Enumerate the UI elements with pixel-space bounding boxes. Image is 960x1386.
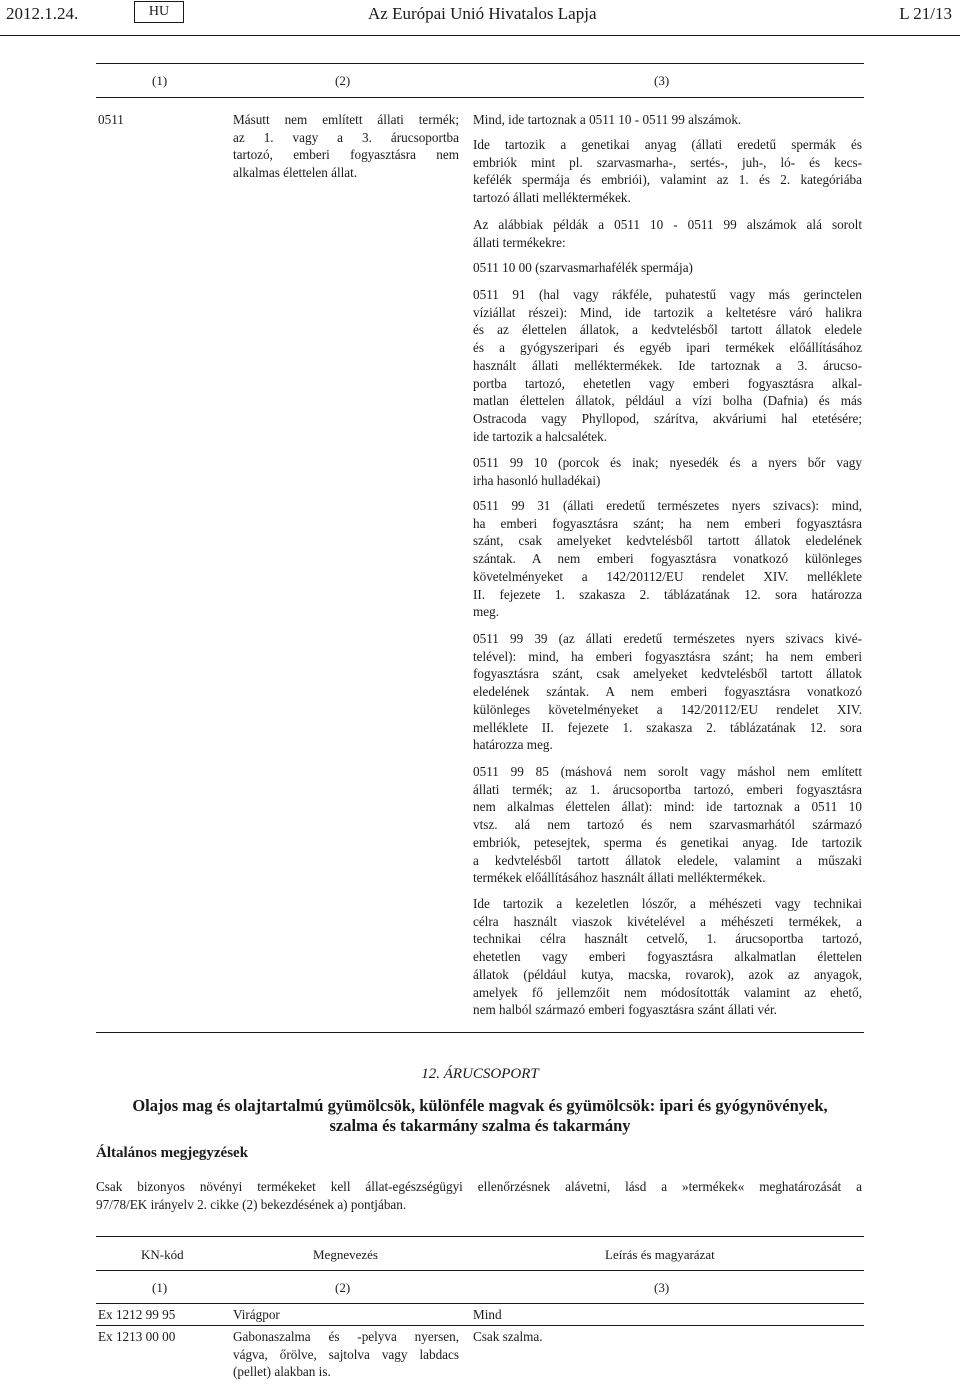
paragraph-line: ha emberi fogyasztásra szánt; ha nem emberi fogyasztásra (473, 515, 862, 531)
paragraph-line: 0511 99 10 (porcok és inak; nyesedék és a nyers bőr vagy (473, 455, 862, 470)
paragraph-line: 0511 10 00 (szarvasmarhafélék spermája) (473, 260, 693, 275)
table2-colnum-3: (3) (654, 1280, 670, 1295)
paragraph-line: tartozó állati melléktermékek. (473, 190, 631, 206)
table2-header-code: KN-kód (141, 1247, 184, 1262)
page-number: L 21/13 (899, 4, 952, 23)
table1-bottom-rule (96, 1032, 864, 1033)
paragraph-line: 0511 99 39 (az állati eredetű természetes nyers szivacs kivé- (473, 631, 862, 646)
paragraph-line: melléklete II. fejezete 1. szakasza 2. táblázatának 12. sora (473, 719, 862, 735)
paragraph-line: 0511 91 (hal vagy rákféle, puhatestű vagy más gerinctelen (473, 287, 862, 302)
table1-paragraph-10 (473, 895, 862, 1019)
table1-top-rule (96, 63, 864, 64)
paragraph-line: meg. (473, 604, 500, 620)
journal-title: Az Európai Unió Hivatalos Lapja (368, 4, 597, 23)
paragraph-line: 0511 99 85 (máshová nem sorolt vagy máshol nem említett (473, 764, 862, 779)
header-rule (0, 35, 960, 36)
paragraph-line: követelményeket a 142/20112/EU rendelet XIV. melléklete (473, 568, 862, 584)
paragraph-line: nem halból származó emberi fogyasztásra szánt állati vér. (473, 1002, 777, 1018)
table1-paragraph-6 (473, 454, 862, 489)
publication-date: 2012.1.24. (6, 4, 79, 23)
table2-header-rule (96, 1270, 864, 1271)
table1-colnum-1: (1) (152, 73, 168, 88)
paragraph-line: eledelének szántak. A nem emberi fogyasztásra vonatkozó (473, 684, 862, 700)
paragraph-line: és a gyógyszeripari és egyéb ipari termékek előállításához (473, 340, 862, 356)
table1-name (233, 111, 459, 182)
table1-header-rule (96, 97, 864, 98)
table1-name-line: Másutt nem említett állati termék; (233, 112, 459, 127)
paragraph-line: amelyek fő jellemzőit nem módosították valamint az ehető, (473, 984, 862, 1000)
table1-paragraph-7 (473, 497, 862, 621)
table1-paragraph-3 (473, 216, 862, 251)
paragraph-line: Mind, ide tartoznak a 0511 10 - 0511 99 alszámok. (473, 112, 742, 127)
row-desc: Mind (473, 1307, 502, 1322)
paragraph-line: szánt, csak amelyeket kedvtelésből tartott állatok eledelének (473, 533, 862, 549)
page-header (0, 0, 960, 30)
paragraph-line: szántak. A nem emberi fogyasztásra vonatkozó különleges (473, 551, 862, 567)
paragraph-line: technikai célra használt cetvelő, 1. árucsoportba tartozó, (473, 931, 862, 947)
chapter-title-line: Olajos mag és olajtartalmú gyümölcsök, különféle magvak és gyümölcsök: ipari és gyógynövények, (132, 1096, 828, 1115)
table2-header-desc: Leírás és magyarázat (605, 1247, 715, 1262)
general-note-heading: Általános megjegyzések (96, 1145, 249, 1161)
table1-paragraph-9 (473, 763, 862, 887)
paragraph-line: embriók mint pl. szarvasmarha-, sertés-, juh-, ló- és kecs- (473, 154, 862, 170)
table1-name-line: tartozó, emberi fogyasztásra nem (233, 147, 459, 163)
table2-header-name: Megnevezés (313, 1247, 378, 1262)
row-name-line: Virágpor (233, 1307, 280, 1322)
chapter-number: 12. ÁRUCSOPORT (421, 1066, 539, 1082)
chapter-title-line: szalma és takarmány szalma és takarmány (329, 1116, 631, 1135)
paragraph-line: különleges követelményeket a 142/20112/EU rendelet XIV. (473, 701, 862, 717)
table2-top-rule (96, 1236, 864, 1237)
table1-name-line: az 1. vagy a 3. árucsoportba (233, 129, 459, 145)
general-note-line: Csak bizonyos növényi termékeket kell állat-egészségügyi ellenőrzésnek alávetni, lásd a »termékek« meghatározását a (96, 1179, 862, 1194)
paragraph-line: a kedvtelésből tartott állatok eledele, valamint a műszaki (473, 852, 862, 868)
row-desc: Csak szalma. (473, 1329, 543, 1344)
paragraph-line: Ide tartozik a kezeletlen lószőr, a méhészeti vagy technikai (473, 896, 862, 911)
paragraph-line: embriók, petesejtek, sperma és genetikai anyag. Ide tartozik (473, 834, 862, 850)
paragraph-line: vtsz. alá nem tartozó és nem szarvasmarhától származó (473, 817, 862, 833)
table1-paragraph-2 (473, 136, 862, 207)
paragraph-line: telével): mind, ha emberi fogyasztásra szánt; ha nem emberi (473, 648, 862, 664)
paragraph-line: nem alkalmas élettelen állat): mind: ide tartoznak a 0511 10 (473, 799, 862, 815)
paragraph-line: matlan élettelen állatok, például a vízi bolha (Dafnia) és más (473, 393, 862, 409)
paragraph-line: állati termékekre: (473, 234, 566, 250)
paragraph-line: és az élettelen állatok, a kedvtelésből tartott állatok eledele (473, 322, 862, 338)
paragraph-line: kefélék spermája és embriói), valamint az 1. és 2. kategóriába (473, 172, 862, 188)
table1-colnum-3: (3) (654, 73, 670, 88)
paragraph-line: célra használt viaszok kivételével a méhészeti termékek, a (473, 913, 862, 929)
row-name-line: Gabonaszalma és -pelyva nyersen, (233, 1329, 459, 1344)
general-note-text (96, 1178, 862, 1213)
paragraph-line: Ostracoda vagy Phyllopod, szárítva, akváriumi hal etetésére; (473, 410, 862, 426)
table2-colnum-2: (2) (335, 1280, 351, 1295)
row-code: Ex 1212 99 95 (98, 1307, 176, 1322)
paragraph-line: 0511 99 31 (állati eredetű természetes nyers szivacs): mind, (473, 498, 862, 513)
paragraph-line: termékek előállításához használt állati melléktermékek. (473, 870, 766, 886)
paragraph-line: Ide tartozik a genetikai anyag (állati eredetű spermák és (473, 137, 862, 152)
paragraph-line: irha hasonló hulladékai) (473, 472, 601, 488)
table1-name-line: alkalmas élettelen állat. (233, 165, 358, 181)
paragraph-line: ide tartozik a halcsalétek. (473, 428, 608, 444)
paragraph-line: portba tartozó, ehetetlen vagy emberi fogyasztásra alkal- (473, 375, 862, 391)
table2-row-rule (96, 1325, 864, 1326)
table1-code: 0511 (98, 112, 124, 127)
paragraph-line: ehetetlen vagy emberi fogyasztásra alkalmatlan élettelen (473, 949, 862, 965)
table1-paragraph-1 (473, 111, 862, 129)
paragraph-line: állatok (például kutya, macska, rovarok), azok az anyagok, (473, 966, 862, 982)
table1-paragraph-8 (473, 630, 862, 754)
paragraph-line: Az alábbiak példák a 0511 10 - 0511 99 alszámok alá sorolt (473, 217, 862, 232)
table2-colnum-1: (1) (152, 1280, 168, 1295)
paragraph-line: állati termék; az 1. árucsoportba tartozó, emberi fogyasztásra (473, 781, 862, 797)
paragraph-line: II. fejezete 1. szakasza 2. táblázatának 12. sora határozza (473, 586, 862, 602)
paragraph-line: használt állati melléktermékek. Ide tartoznak a 3. árucso- (473, 357, 862, 373)
row-name-line: (pellet) alakban is. (233, 1364, 331, 1380)
paragraph-line: víziállat részei): Mind, ide tartozik a keltetésre váró halikra (473, 304, 862, 320)
table1-paragraph-4 (473, 259, 862, 277)
row-code: Ex 1213 00 00 (98, 1329, 176, 1344)
language-badge: HU (134, 1, 184, 23)
paragraph-line: határozza meg. (473, 737, 553, 753)
table1-paragraph-5 (473, 286, 862, 445)
table1-colnum-2: (2) (335, 73, 351, 88)
table2-subheader-rule (96, 1303, 864, 1304)
row-name (233, 1328, 459, 1381)
row-name-line: vágva, őrölve, sajtolva vagy labdacs (233, 1346, 459, 1362)
general-note-line: 97/78/EK irányelv 2. cikke (2) bekezdésének a) pontjában. (96, 1196, 407, 1212)
paragraph-line: fogyasztásra szánt, csak amelyeket kedvtelésből tartott állatok (473, 666, 862, 682)
